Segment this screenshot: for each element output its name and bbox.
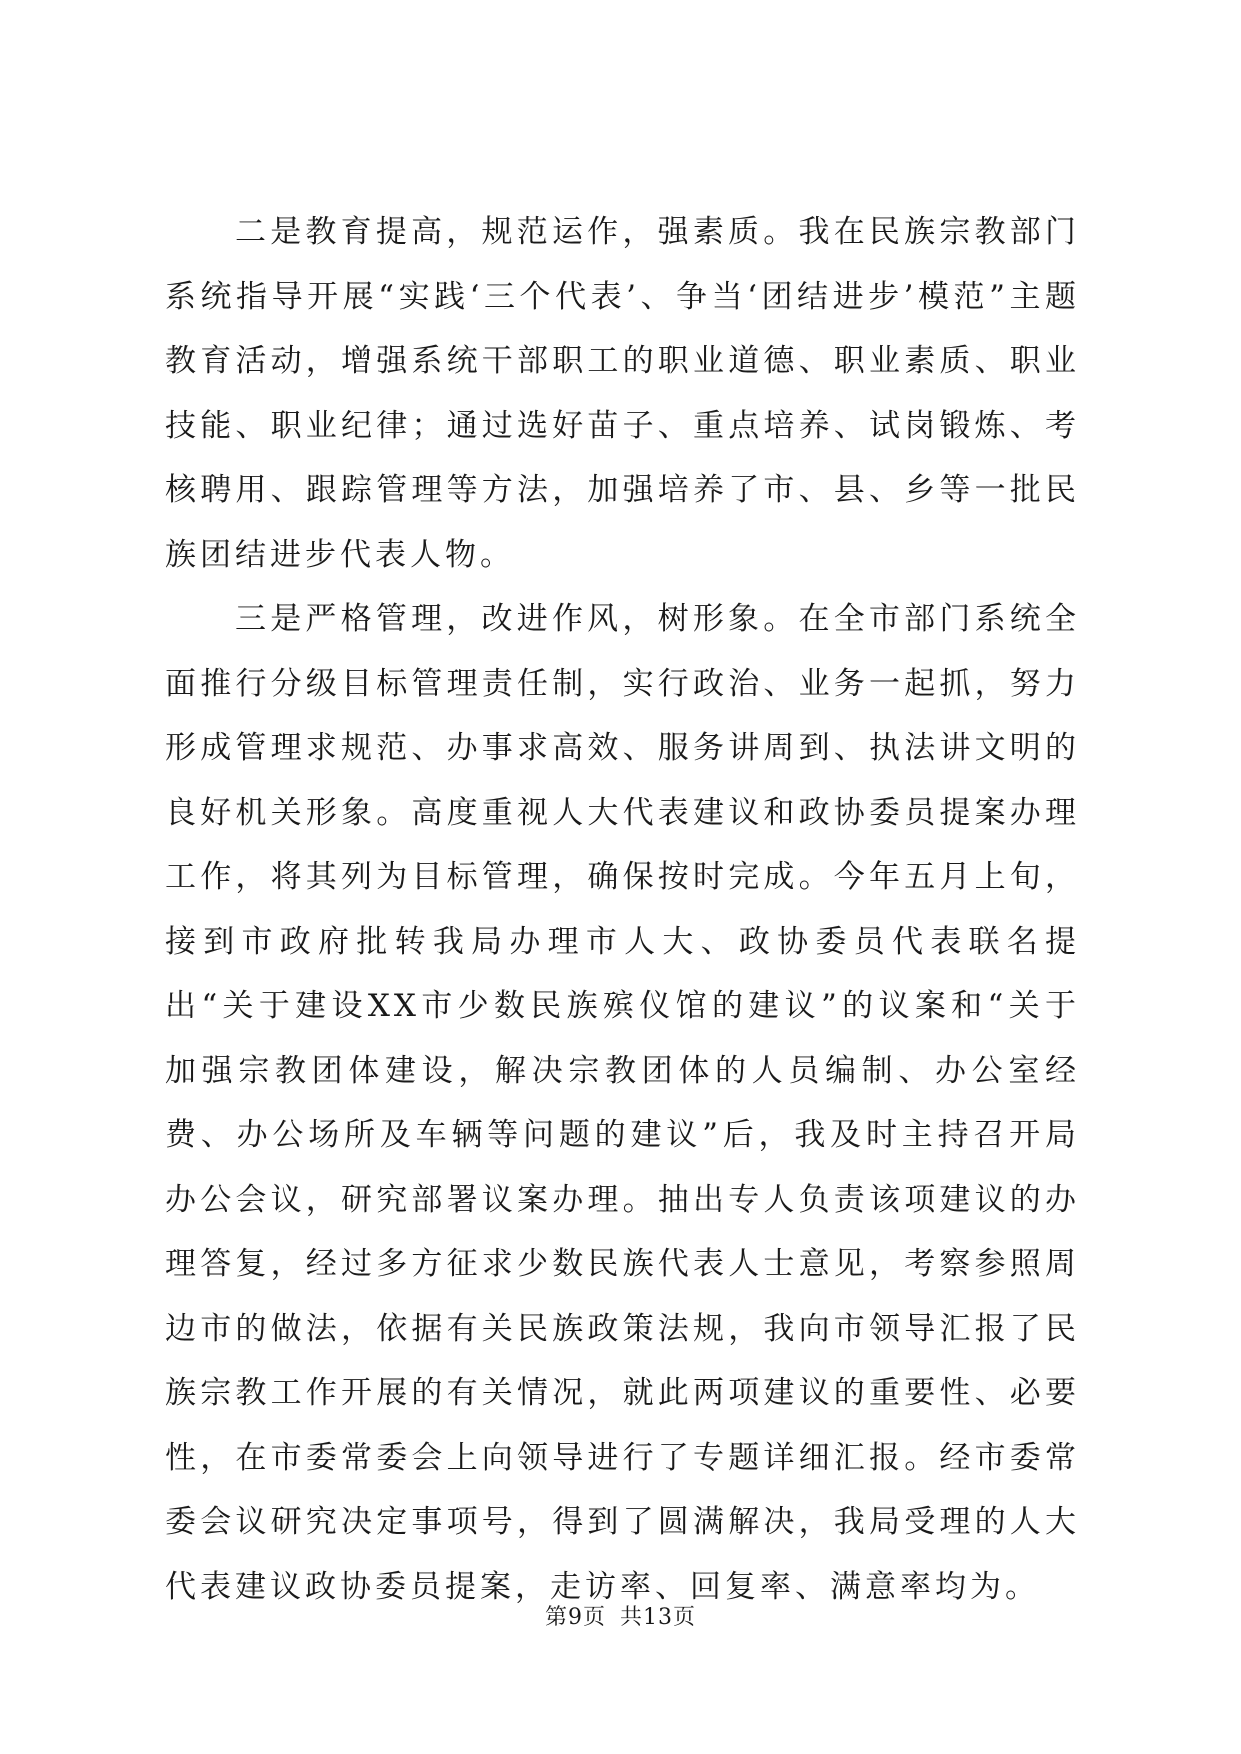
page-total: 共13页: [620, 1605, 696, 1630]
page-number: 第9页: [545, 1605, 606, 1630]
page-footer: [0, 1600, 1241, 1631]
document-body: [165, 200, 1080, 1619]
paragraph-education: 二是教育提高，规范运作，强素质。我在民族宗教部门系统指导开展“实践‘三个代表’、争当‘团结进步’模范”主题教育活动，增强系统干部职工的职业道德、职业素质、职业技能、职业纪律；通过选好苗子、重点培养、试岗锻炼、考核聘用、跟踪管理等方法，加强培养了市、县、乡等一批民族团结进步代表人物。: [165, 214, 1080, 573]
paragraph-management: 三是严格管理，改进作风，树形象。在全市部门系统全面推行分级目标管理责任制，实行政治、业务一起抓，努力形成管理求规范、办事求高效、服务讲周到、执法讲文明的良好机关形象。高度重视人大代表建议和政协委员提案办理工作，将其列为目标管理，确保按时完成。今年五月上旬，接到市政府批转我局办理市人大、政协委员代表联名提出“关于建设XX市少数民族殡仪馆的建议”的议案和“关于加强宗教团体建设，解决宗教团体的人员编制、办公室经费、办公场所及车辆等问题的建议”后，我及时主持召开局办公会议，研究部署议案办理。抽出专人负责该项建议的办理答复，经过多方征求少数民族代表人士意见，考察参照周边市的做法，依据有关民族政策法规，我向市领导汇报了民族宗教工作开展的有关情况，就此两项建议的重要性、必要性，在市委常委会上向领导进行了专题详细汇报。经市委常委会议研究决定事项号，得到了圆满解决，我局受理的人大代表建议政协委员提案，走访率、回复率、满意率均为。: [165, 601, 1080, 1605]
